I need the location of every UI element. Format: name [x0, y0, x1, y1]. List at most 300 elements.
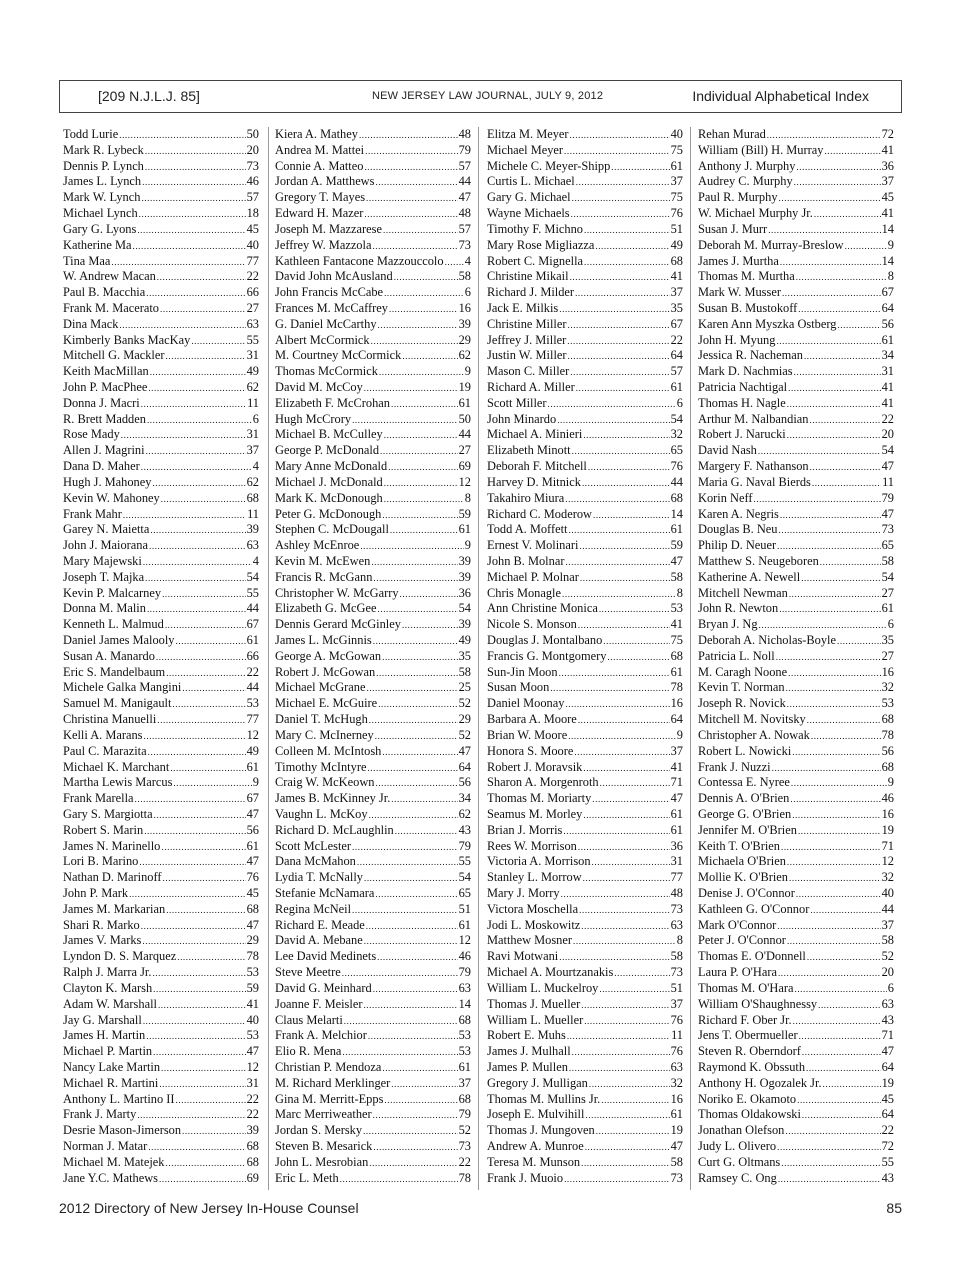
leader-dots: [809, 413, 880, 429]
entry-page: 77: [246, 712, 259, 727]
leader-dots: [585, 1108, 669, 1124]
entry-name: Gina M. Merritt-Epps: [275, 1091, 384, 1106]
index-entry: [63, 206, 259, 222]
entry-name: Judy L. Olivero: [698, 1139, 777, 1153]
entry-page: 57: [458, 221, 471, 236]
entry-page: 55: [246, 585, 259, 600]
leader-dots: [402, 618, 458, 634]
leader-dots: [378, 697, 457, 713]
entry-name: Seamus M. Morley: [487, 806, 583, 821]
leader-dots: [373, 1108, 458, 1124]
leader-dots: [352, 903, 458, 919]
index-entry: [63, 1139, 259, 1155]
leader-dots: [154, 808, 246, 824]
index-entry: [487, 1028, 683, 1044]
entry-name: Clayton K. Marsh: [63, 980, 153, 995]
entry-name: Frank J. Muoio: [487, 1170, 564, 1185]
entry-page: 43: [881, 1012, 894, 1027]
entry-name: Ramsey C. Ong: [698, 1170, 777, 1185]
index-entry: [275, 902, 471, 918]
entry-page: 73: [670, 901, 683, 916]
leader-dots: [373, 634, 458, 650]
index-entry: [63, 1044, 259, 1060]
entry-page: 58: [881, 933, 894, 948]
entry-page: 49: [246, 364, 259, 379]
index-entry: [487, 127, 683, 143]
entry-page: 8: [464, 490, 471, 505]
leader-dots: [575, 286, 670, 302]
leader-dots: [794, 365, 881, 381]
entry-name: Elizabeth Minott: [487, 443, 571, 458]
entry-name: Thomas M. Moriarty: [487, 791, 592, 806]
entry-name: Gregory J. Mulligan: [487, 1075, 588, 1090]
leader-dots: [342, 1045, 457, 1061]
index-entry: [698, 665, 894, 681]
entry-page: 11: [671, 1028, 683, 1043]
entry-page: 31: [246, 427, 259, 442]
index-entry: [63, 1092, 259, 1108]
entry-page: 14: [670, 506, 683, 521]
leader-dots: [366, 681, 457, 697]
index-entry: [275, 728, 471, 744]
entry-page: 19: [881, 1075, 894, 1090]
index-entry: [698, 760, 894, 776]
entry-name: Douglas J. Montalbano: [487, 633, 603, 647]
leader-dots: [382, 1061, 457, 1077]
entry-page: 59: [458, 506, 471, 521]
leader-dots: [607, 650, 669, 666]
entry-name: Michael Lynch: [63, 206, 138, 221]
index-entry: [63, 159, 259, 175]
index-entry: [275, 997, 471, 1013]
leader-dots: [158, 998, 246, 1014]
entry-page: 67: [246, 791, 259, 806]
entry-page: 19: [670, 1123, 683, 1138]
entry-name: Steve Meetre: [275, 965, 341, 980]
entry-page: 14: [881, 221, 894, 236]
leader-dots: [375, 729, 458, 745]
leader-dots: [369, 808, 458, 824]
index-entry: [63, 348, 259, 364]
entry-page: 14: [458, 996, 471, 1011]
index-entry: [63, 1107, 259, 1123]
index-entry: [63, 427, 259, 443]
entry-page: 73: [246, 158, 259, 173]
entry-name: Jordan S. Mersky: [275, 1123, 363, 1138]
leader-dots: [603, 634, 669, 650]
index-entry: [698, 965, 894, 981]
index-entry: [698, 364, 894, 380]
leader-dots: [798, 302, 880, 318]
leader-dots: [383, 223, 458, 239]
entry-name: Vaughn L. McKoy: [275, 806, 368, 821]
entry-page: 14: [881, 253, 894, 268]
index-entry: [698, 870, 894, 886]
entry-name: Chris Monagle: [487, 585, 561, 600]
entry-name: Desrie Mason-Jimerson: [63, 1123, 182, 1138]
leader-dots: [592, 855, 670, 871]
entry-page: 31: [881, 364, 894, 379]
entry-page: 37: [246, 443, 259, 458]
entry-page: 47: [458, 743, 471, 758]
leader-dots: [779, 523, 881, 539]
leader-dots: [576, 175, 670, 191]
entry-name: Christine Miller: [487, 316, 567, 331]
entry-name: Matthew S. Neugeboren: [698, 553, 819, 568]
entry-name: Michael M. Matejek: [63, 1154, 165, 1169]
index-entry: [487, 775, 683, 791]
entry-page: 61: [458, 1059, 471, 1074]
entry-page: 37: [670, 996, 683, 1011]
index-entry: [275, 1076, 471, 1092]
entry-name: Kiera A. Mathey: [275, 127, 358, 141]
entry-page: 61: [458, 917, 471, 932]
entry-name: Thomas McCormick: [275, 364, 378, 379]
entry-page: 39: [246, 522, 259, 537]
entry-name: Jodi L. Moskowitz: [487, 917, 581, 932]
entry-page: 58: [670, 949, 683, 964]
entry-page: 49: [246, 743, 259, 758]
index-entry: [487, 364, 683, 380]
entry-name: Kelli A. Marans: [63, 727, 143, 742]
entry-page: 19: [458, 380, 471, 394]
entry-page: 41: [246, 996, 259, 1011]
leader-dots: [161, 1061, 246, 1077]
entry-page: 58: [670, 569, 683, 584]
entry-name: Daniel Moonay: [487, 696, 565, 711]
leader-dots: [578, 840, 670, 856]
leader-dots: [563, 824, 669, 840]
entry-page: 11: [247, 506, 259, 521]
leader-dots: [153, 982, 245, 998]
entry-page: 75: [670, 142, 683, 157]
entry-page: 52: [458, 1123, 471, 1138]
leader-dots: [599, 602, 670, 618]
entry-name: David John McAusland: [275, 269, 393, 284]
entry-name: Michael McGrane: [275, 680, 366, 695]
leader-dots: [823, 1077, 881, 1093]
leader-dots: [111, 255, 245, 271]
entry-name: Michael K. Marchant: [63, 759, 170, 774]
entry-name: Michael A. Mourtzanakis: [487, 965, 614, 980]
entry-name: Todd Lurie: [63, 127, 119, 141]
entry-name: Mark K. McDonough: [275, 490, 383, 505]
entry-page: 62: [246, 474, 259, 489]
leader-dots: [150, 523, 245, 539]
entry-name: Peter G. McDonough: [275, 506, 382, 521]
entry-name: John Francis McCabe: [275, 285, 384, 300]
leader-dots: [568, 523, 669, 539]
index-entry: [275, 823, 471, 839]
entry-page: 16: [670, 696, 683, 711]
index-entry: [487, 159, 683, 175]
index-entry: [487, 554, 683, 570]
leader-dots: [820, 555, 881, 571]
leader-dots: [147, 413, 252, 429]
entry-name: Jens T. Obermueller: [698, 1028, 798, 1043]
index-entry: [487, 522, 683, 538]
entry-page: 69: [458, 459, 471, 474]
entry-name: Kathleen Fantacone Mazzouccolo: [275, 253, 444, 268]
index-entry: [487, 807, 683, 823]
leader-dots: [792, 808, 880, 824]
index-entry: [63, 1123, 259, 1139]
index-entry: [63, 728, 259, 744]
entry-name: Audrey C. Murphy: [698, 174, 793, 189]
entry-name: Michael J. McDonald: [275, 474, 383, 489]
leader-dots: [804, 349, 881, 365]
leader-dots: [157, 713, 245, 729]
entry-name: Rose Mady: [63, 427, 120, 442]
entry-name: W. Andrew Macan: [63, 269, 156, 284]
index-entry: [698, 522, 894, 538]
entry-name: John H. Myung: [698, 332, 776, 347]
entry-page: 44: [458, 174, 471, 189]
index-entry: [275, 427, 471, 443]
leader-dots: [779, 602, 880, 618]
leader-dots: [373, 571, 457, 587]
leader-dots: [794, 175, 881, 191]
leader-dots: [786, 681, 881, 697]
entry-name: W. Michael Murphy Jr.: [698, 206, 813, 221]
entry-name: Dennis A. O'Brien: [698, 791, 790, 806]
index-entry: [63, 301, 259, 317]
leader-dots: [390, 523, 458, 539]
entry-name: Daniel T. McHugh: [275, 712, 368, 727]
entry-page: 54: [458, 601, 471, 616]
entry-page: 12: [881, 854, 894, 869]
leader-dots: [570, 365, 669, 381]
entry-name: Francis R. McGann: [275, 569, 373, 584]
entry-name: Mitchell M. Novitsky: [698, 712, 806, 727]
page-header: [59, 80, 902, 113]
index-entry: [63, 443, 259, 459]
entry-name: Justin W. Miller: [487, 348, 567, 363]
index-entry: [698, 174, 894, 190]
index-entry: [698, 254, 894, 270]
entry-page: 47: [881, 459, 894, 474]
leader-dots: [395, 824, 458, 840]
leader-dots: [583, 428, 669, 444]
entry-page: 61: [670, 158, 683, 173]
leader-dots: [182, 681, 245, 697]
entry-name: Robert J. McGowan: [275, 664, 376, 679]
entry-name: Ann Christine Monica: [487, 601, 598, 616]
entry-page: 63: [458, 980, 471, 995]
leader-dots: [583, 808, 669, 824]
entry-page: 36: [670, 838, 683, 853]
entry-page: 22: [246, 1107, 259, 1122]
index-entry: [63, 839, 259, 855]
index-entry: [63, 285, 259, 301]
entry-page: 35: [670, 300, 683, 315]
entry-name: Tina Maa: [63, 253, 111, 268]
index-entry: [487, 696, 683, 712]
index-entry: [698, 949, 894, 965]
entry-name: Robert L. Nowicki: [698, 743, 792, 758]
entry-page: 61: [670, 806, 683, 821]
entry-page: 12: [246, 1059, 259, 1074]
index-entry: [698, 617, 894, 633]
leader-dots: [581, 1156, 670, 1172]
entry-page: 41: [881, 206, 894, 221]
entry-name: Thomas M. Murtha: [698, 269, 795, 284]
entry-name: Dennis Gerard McGinley: [275, 617, 401, 632]
index-entry: [698, 570, 894, 586]
index-entry: [275, 301, 471, 317]
leader-dots: [382, 650, 458, 666]
entry-name: Kimberly Banks MacKay: [63, 332, 191, 347]
leader-dots: [589, 1077, 670, 1093]
entry-page: 79: [458, 965, 471, 980]
entry-page: 22: [458, 1154, 471, 1169]
entry-name: Michael A. Minieri: [487, 427, 583, 442]
entry-name: Susan A. Manardo: [63, 648, 155, 663]
entry-name: Michele C. Meyer-Shipp: [487, 158, 611, 173]
entry-name: James L. McGinnis: [275, 633, 372, 647]
entry-name: Mark R. Lybeck: [63, 142, 144, 157]
entry-name: Richard C. Moderow: [487, 506, 592, 521]
entry-page: 47: [670, 791, 683, 806]
entry-name: Thomas E. O'Donnell: [698, 949, 806, 964]
index-entry: [487, 886, 683, 902]
index-entry: [63, 412, 259, 428]
entry-page: 41: [670, 617, 683, 632]
entry-name: Mark D. Nachmias: [698, 364, 793, 379]
index-entry: [698, 839, 894, 855]
entry-name: Richard F. Ober Jr.: [698, 1012, 792, 1027]
entry-page: 68: [458, 1091, 471, 1106]
leader-dots: [170, 761, 245, 777]
journal-date: NEW JERSEY LAW JOURNAL, JULY 9, 2012: [372, 90, 604, 102]
entry-name: Steven B. Mesarick: [275, 1139, 373, 1153]
leader-dots: [780, 508, 881, 524]
entry-name: Joseph M. Mazzarese: [275, 221, 383, 236]
entry-page: 12: [458, 933, 471, 948]
index-entry: [63, 554, 259, 570]
entry-name: Mason C. Miller: [487, 364, 570, 379]
index-entry: [698, 333, 894, 349]
index-entry: [487, 1092, 683, 1108]
entry-page: 9: [887, 237, 894, 252]
entry-name: Stephen C. McDougall: [275, 522, 389, 537]
entry-page: 61: [246, 759, 259, 774]
index-entry: [698, 1028, 894, 1044]
index-entry: [275, 854, 471, 870]
index-entry: [698, 238, 894, 254]
leader-dots: [567, 1029, 670, 1045]
entry-name: M. Caragh Noone: [698, 664, 788, 679]
entry-name: Frank Marella: [63, 791, 134, 806]
entry-name: James J. Murtha: [698, 253, 779, 268]
entry-name: Scott McLester: [275, 838, 352, 853]
index-entry: [487, 649, 683, 665]
entry-page: 73: [881, 522, 894, 537]
index-entry: [275, 396, 471, 412]
leader-dots: [152, 966, 245, 982]
entry-page: 51: [458, 901, 471, 916]
entry-page: 20: [246, 142, 259, 157]
index-entry: [275, 159, 471, 175]
leader-dots: [166, 1156, 246, 1172]
index-entry: [487, 317, 683, 333]
entry-page: 47: [246, 917, 259, 932]
index-entry: [63, 538, 259, 554]
index-entry: [698, 633, 894, 649]
leader-dots: [153, 1045, 245, 1061]
leader-dots: [137, 223, 245, 239]
leader-dots: [576, 381, 670, 397]
leader-dots: [596, 1124, 670, 1140]
column-divider: [268, 127, 269, 1190]
entry-name: Patricia L. Noll: [698, 648, 775, 663]
entry-page: 58: [458, 664, 471, 679]
entry-page: 54: [881, 569, 894, 584]
entry-page: 37: [881, 174, 894, 189]
entry-page: 79: [881, 490, 894, 505]
entry-name: Korin Neff: [698, 490, 753, 505]
entry-name: James M. Markarian: [63, 901, 166, 916]
index-entry: [487, 301, 683, 317]
entry-name: Kevin T. Norman: [698, 680, 785, 695]
leader-dots: [777, 1140, 880, 1156]
entry-name: Joanne F. Meisler: [275, 996, 363, 1011]
entry-name: Martha Lewis Marcus: [63, 775, 173, 790]
index-entry: [487, 1060, 683, 1076]
index-entry: [63, 712, 259, 728]
leader-dots: [788, 381, 881, 397]
leader-dots: [812, 476, 881, 492]
index-entry: [63, 902, 259, 918]
entry-page: 79: [458, 838, 471, 853]
leader-dots: [121, 428, 246, 444]
index-entry: [698, 680, 894, 696]
entry-name: Rehan Murad: [698, 127, 766, 141]
entry-name: Douglas B. Neu: [698, 522, 778, 537]
index-entry: [63, 333, 259, 349]
entry-page: 67: [881, 285, 894, 300]
entry-name: Paul C. Marazita: [63, 743, 147, 758]
entry-name: James V. Marks: [63, 933, 142, 948]
index-entry: [487, 949, 683, 965]
leader-dots: [369, 713, 458, 729]
entry-page: 76: [670, 206, 683, 221]
entry-name: Michael P. Molnar: [487, 569, 579, 584]
index-entry: [63, 933, 259, 949]
entry-page: 16: [881, 806, 894, 821]
leader-dots: [572, 444, 670, 460]
index-entry: [698, 412, 894, 428]
index-entry: [63, 649, 259, 665]
leader-dots: [352, 413, 458, 429]
index-entry: [63, 380, 259, 396]
entry-page: 55: [881, 1154, 894, 1169]
index-entry: [275, 475, 471, 491]
entry-page: 59: [670, 538, 683, 553]
leader-dots: [156, 650, 246, 666]
entry-page: 71: [670, 775, 683, 790]
leader-dots: [753, 492, 880, 508]
index-entry: [698, 933, 894, 949]
leader-dots: [166, 666, 245, 682]
index-entry: [487, 918, 683, 934]
column-divider: [690, 127, 691, 1190]
entry-page: 8: [887, 269, 894, 284]
index-entry: [487, 269, 683, 285]
footer-title: 2012 Directory of New Jersey In-House Counsel: [59, 1200, 359, 1216]
entry-page: 62: [458, 348, 471, 363]
index-entry: [487, 728, 683, 744]
